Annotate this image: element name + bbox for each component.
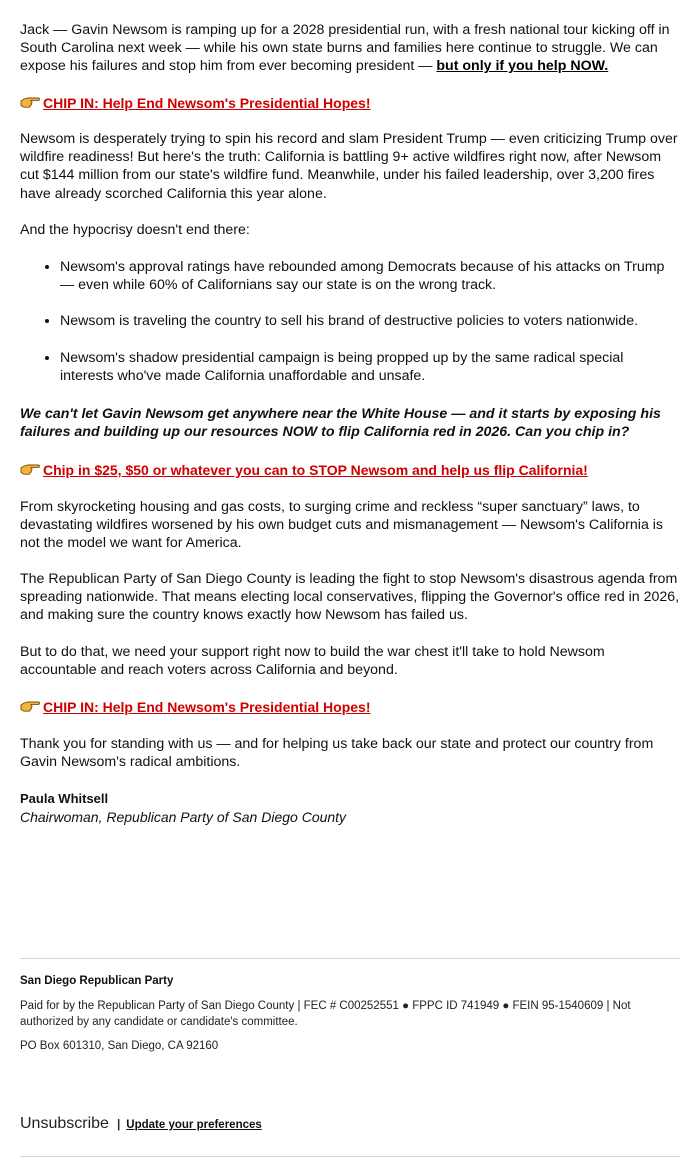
footer-disclaimer: Paid for by the Republican Party of San Diego County | FEC # C00252551 ● FPPC ID 741949 ● FEIN 95-1540609 | Not authorized by any candidate or candidate's committee. [20, 1000, 631, 1028]
footer-link-separator: | [116, 1117, 121, 1131]
emphasis-paragraph: We can't let Gavin Newsom get anywhere near the White House — and it starts by exposing his failures and building up our resources NOW to flip California red in 2026. Can you chip in? [20, 406, 661, 441]
bullet-item: • Newsom is traveling the country to sell his brand of destructive policies to voters nationwide. [60, 312, 680, 330]
chip-in-link-1[interactable] [20, 94, 370, 112]
update-preferences-link[interactable]: Update your preferences [126, 1119, 262, 1131]
bottom-divider [20, 1156, 680, 1157]
cta-label-2: Chip in $25, $50 or whatever you can to STOP Newsom and help us flip California! [43, 462, 588, 478]
paragraph-costs: From skyrocketing housing and gas costs, to surging crime and reckless “super sanctuary” laws, to devastating wildfires worsened by his own budget cuts and mismanagement — Newsom's California is not the model we want for America. [20, 499, 664, 552]
intro-text: Jack — Gavin Newsom is ramping up for a 2028 presidential run, with a fresh national tour kicking off in South Carolina next week — while his own state burns and families here continue to struggle. We can expose his failures and stop him from ever becoming president — [20, 22, 670, 75]
intro-paragraph [20, 21, 680, 76]
paragraph-hypocrisy: And the hypocrisy doesn't end there: [20, 222, 250, 238]
unsubscribe-link[interactable]: Unsubscribe [20, 1115, 109, 1132]
bullet-item: • Newsom's shadow presidential campaign is being propped up by the same radical special interests who've made California unaffordable and unsafe. [60, 349, 680, 385]
footer-org-name: San Diego Republican Party [20, 975, 174, 987]
signature-name: Paula Whitsell [20, 791, 109, 806]
chip-in-link-3[interactable] [20, 698, 370, 716]
footer-links [20, 1114, 262, 1134]
signature-title: Chairwoman, Republican Party of San Diego County [20, 809, 347, 825]
help-now-link[interactable]: but only if you help NOW. [436, 58, 609, 75]
bullet-list [20, 258, 680, 385]
pointing-hand-icon [20, 94, 40, 112]
pointing-hand-icon [20, 461, 40, 479]
paragraph-support: But to do that, we need your support right now to build the war chest it'll take to hold Newsom accountable and reach voters across California and beyond. [20, 644, 605, 679]
bullet-item: • Newsom's approval ratings have rebounded among Democrats because of his attacks on Trump — even while 60% of Californians say our state is on the wrong track. [60, 258, 680, 294]
cta-label-3: CHIP IN: Help End Newsom's Presidential Hopes! [43, 699, 371, 715]
chip-in-link-2[interactable] [20, 461, 588, 479]
footer-divider [20, 958, 680, 959]
paragraph-thanks: Thank you for standing with us — and for helping us take back our state and protect our country from Gavin Newsom's radical ambitions. [20, 736, 654, 771]
paragraph-wildfires: Newsom is desperately trying to spin his record and slam President Trump — even criticizing Trump over wildfire readiness! But here's the truth: California is battling 9+ active wildfires right now, after Newsom cut $144 million from our state's wildfire fund. Meanwhile, under his failed leadership, over 3,200 fires have already scorched California this year alone. [20, 131, 678, 202]
paragraph-party: The Republican Party of San Diego County is leading the fight to stop Newsom's disastrous agenda from spreading nationwide. That means electing local conservatives, flipping the Governor's office red in 2026, and making sure the country knows exactly how Newsom has failed us. [20, 571, 680, 624]
cta-label-1: CHIP IN: Help End Newsom's Presidential Hopes! [43, 95, 371, 111]
footer-address: PO Box 601310, San Diego, CA 92160 [20, 1040, 219, 1052]
pointing-hand-icon [20, 698, 40, 716]
